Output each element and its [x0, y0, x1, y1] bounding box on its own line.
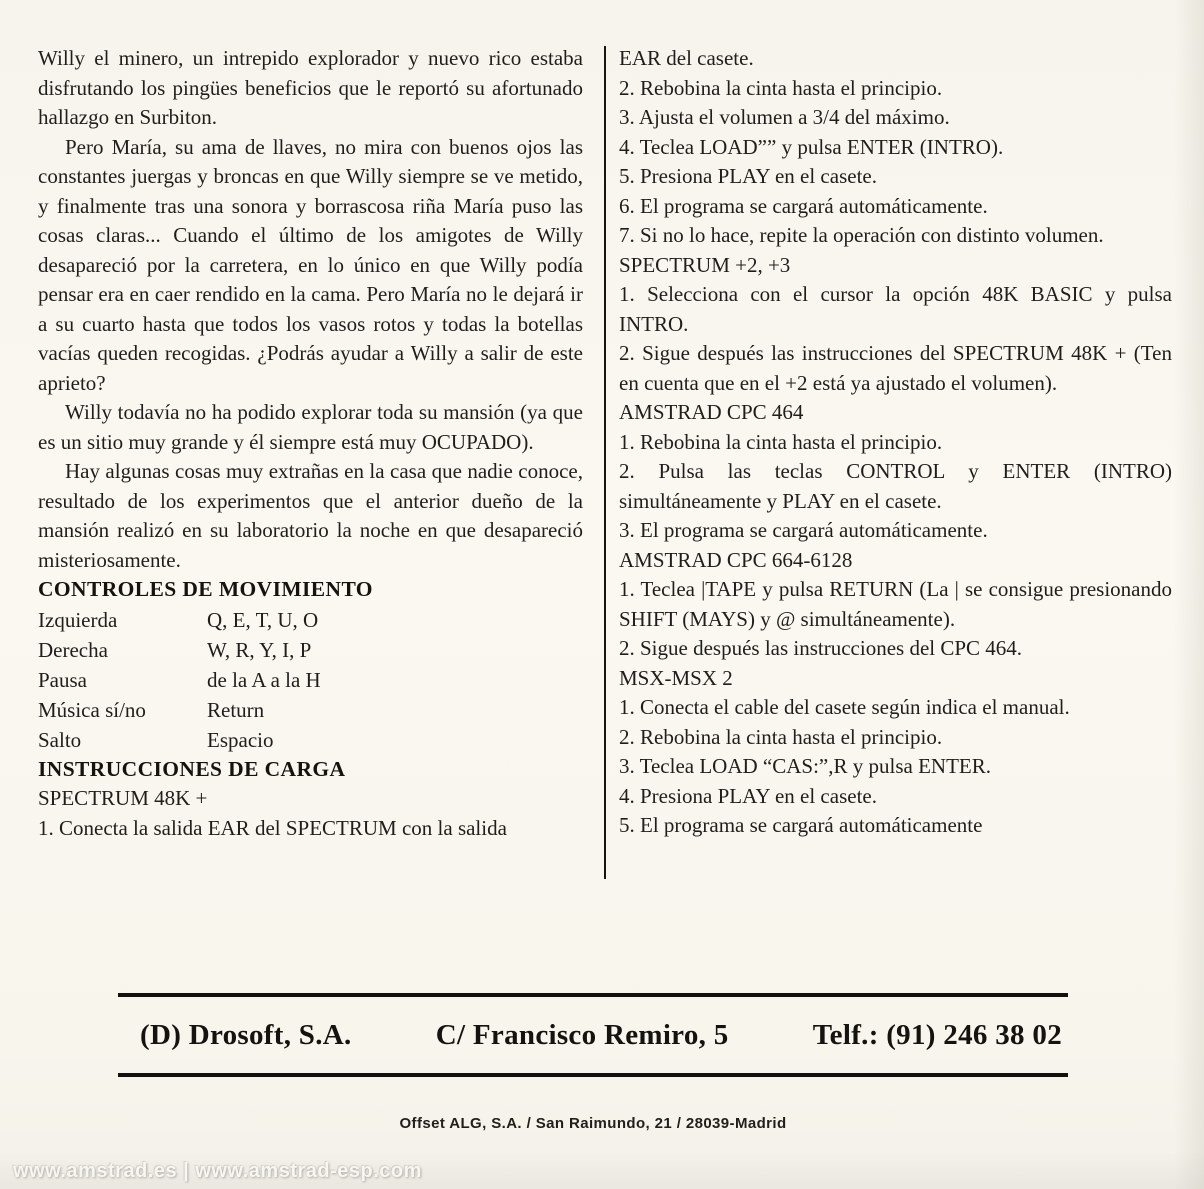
publisher-line: [118, 997, 1068, 1073]
instruction-line: 2. Sigue después las instrucciones del CPC 464.: [619, 636, 1023, 660]
control-keys: Return: [207, 697, 265, 722]
control-keys: Espacio: [207, 727, 274, 752]
publisher-name: (D) Drosoft, S.A.: [140, 1018, 352, 1051]
publisher-footer: [118, 993, 1068, 1077]
instruction-line: EAR del casete.: [619, 46, 754, 70]
story-paragraph-4: Hay algunas cosas muy extrañas en la casa que nadie conoce, resultado de los experimentos que el anterior dueño de la mansión realizó en su laboratorio la noche en que desapareció misteriosamente.: [38, 459, 583, 572]
printer-credit: Offset ALG, S.A. / San Raimundo, 21 / 28039-Madrid: [399, 1115, 787, 1132]
publisher-address: C/ Francisco Remiro, 5: [435, 1018, 729, 1051]
left-column: [38, 44, 583, 879]
control-label: Música sí/no: [38, 697, 146, 722]
instruction-line: 3. Ajusta el volumen a 3/4 del máximo.: [619, 105, 950, 129]
story-paragraph-1: Willy el minero, un intrepido explorador y nuevo rico estaba disfrutando los pingües beneficios que le reportó su afortunado hallazgo en Surbiton.: [38, 46, 583, 129]
publisher-phone: Telf.: (91) 246 38 02: [812, 1018, 1062, 1051]
instruction-line: 5. Presiona PLAY en el casete.: [619, 164, 877, 188]
control-row-left: [38, 605, 583, 635]
control-row-pause: [38, 665, 583, 695]
control-row-right: [38, 635, 583, 665]
platform-heading-cpc464: AMSTRAD CPC 464: [619, 400, 804, 424]
watermark-bar: [0, 1153, 1204, 1189]
story-paragraph-3: Willy todavía no ha podido explorar toda su mansión (ya que es un sitio muy grande y él siempre está muy OCUPADO).: [38, 400, 583, 454]
watermark-urls: www.amstrad.es | www.amstrad-esp.com: [13, 1159, 422, 1182]
instruction-line: 3. Teclea LOAD “CAS:”,R y pulsa ENTER.: [619, 754, 991, 778]
instruction-line: 4. Teclea LOAD”” y pulsa ENTER (INTRO).: [619, 134, 1004, 159]
instruction-line: 5. El programa se cargará automáticamente: [619, 813, 983, 837]
control-keys: W, R, Y, I, P: [207, 637, 312, 662]
story-paragraph-2: Pero María, su ama de llaves, no mira con buenos ojos las constantes juergas y broncas en que Willy siempre se ve metido, y finalmente tras una sonora y borrascosa riña María puso las cosas claras... Cuando el último de los amigotes de Willy desapareció por la carretera, en lo único en que Willy podía pensar era en caer rendido en la cama. Pero María no le dejará ir a su cuarto hasta que todos los vasos rotos y todas la botellas vacías queden recogidas. ¿Podrás ayudar a Willy a salir de este aprieto?: [38, 134, 583, 395]
instruction-line: 2. Rebobina la cinta hasta el principio.: [619, 75, 943, 100]
control-label: Derecha: [38, 637, 108, 662]
instruction-line: 2. Pulsa las teclas CONTROL y ENTER (INTRO) simultáneamente y PLAY en el casete.: [619, 459, 1172, 513]
control-keys: de la A a la H: [207, 667, 321, 692]
instruction-line: 1. Teclea |TAPE y pulsa RETURN (La | se consigue presionando SHIFT (MAYS) y @ simultáneamente).: [619, 577, 1172, 631]
instruction-line: 1. Conecta la salida EAR del SPECTRUM con la salida: [38, 815, 507, 840]
platform-heading-spectrum48k: SPECTRUM 48K +: [38, 786, 208, 810]
control-row-music: [38, 695, 583, 725]
platform-heading-spectrum-plus: SPECTRUM +2, +3: [619, 252, 791, 277]
control-keys: Q, E, T, U, O: [207, 607, 319, 632]
instruction-line: 4. Presiona PLAY en el casete.: [619, 783, 877, 808]
platform-heading-msx: MSX-MSX 2: [619, 665, 733, 690]
control-label: Salto: [38, 727, 82, 752]
instruction-line: 1. Rebobina la cinta hasta el principio.: [619, 429, 943, 454]
instruction-line: 7. Si no lo hace, repite la operación con distinto volumen.: [619, 223, 1104, 247]
control-label: Izquierda: [38, 607, 118, 632]
footer-rule-bottom: [118, 1073, 1068, 1077]
movement-controls-heading: CONTROLES DE MOVIMIENTO: [38, 577, 373, 601]
right-column: [619, 44, 1172, 879]
instruction-line: 6. El programa se cargará automáticamente.: [619, 193, 988, 218]
control-row-jump: [38, 725, 583, 755]
instruction-line: 2. Sigue después las instrucciones del SPECTRUM 48K + (Ten en cuenta que en el +2 está ya ajustado el volumen).: [619, 341, 1172, 395]
instruction-line: 3. El programa se cargará automáticamente.: [619, 518, 988, 542]
instruction-line: 1. Conecta el cable del casete según indica el manual.: [619, 695, 1070, 719]
instruction-line: 2. Rebobina la cinta hasta el principio.: [619, 724, 943, 749]
control-label: Pausa: [38, 667, 87, 692]
loading-instructions-heading: INSTRUCCIONES DE CARGA: [38, 756, 346, 781]
column-divider-rule: [604, 46, 606, 879]
instruction-line: 1. Selecciona con el cursor la opción 48K BASIC y pulsa INTRO.: [619, 282, 1172, 336]
platform-heading-cpc664: AMSTRAD CPC 664-6128: [619, 547, 853, 572]
